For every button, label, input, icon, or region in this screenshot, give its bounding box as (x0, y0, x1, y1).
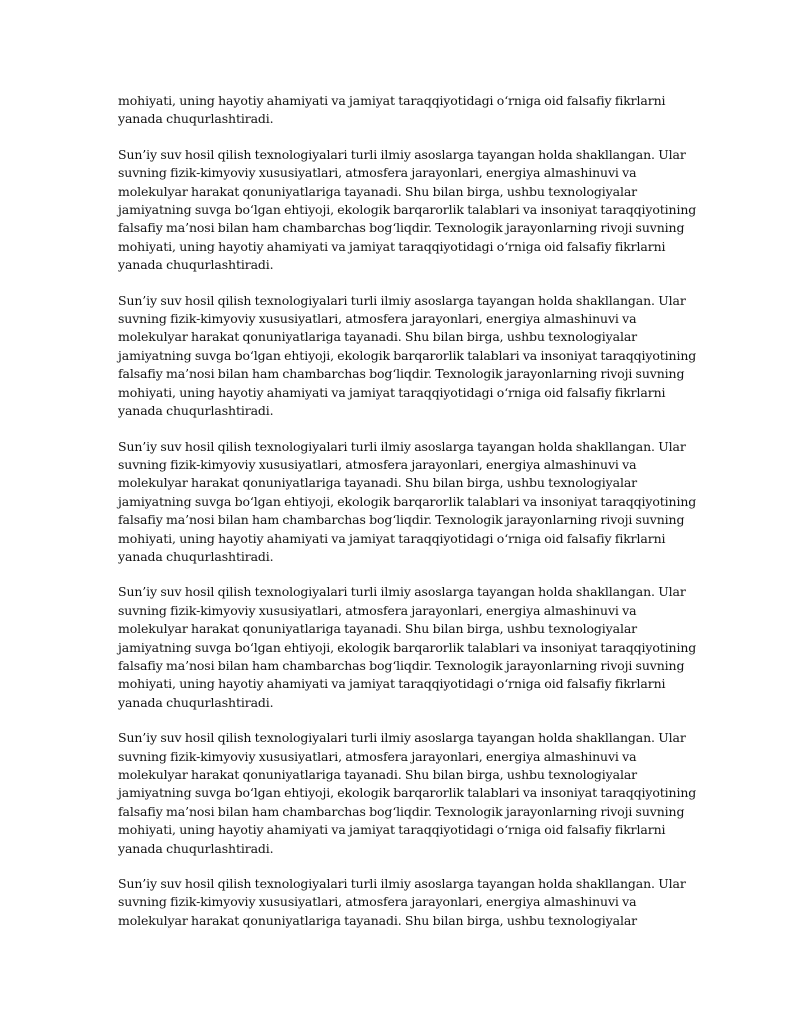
text-line: mohiyati, uning hayotiy ahamiyati va jamiyat taraqqiyotidagi o‘rniga oid falsafiy fikrlarni (118, 530, 666, 546)
paragraph (118, 875, 686, 930)
text-line: Sun’iy suv hosil qilish texnologiyalari turli ilmiy asoslarga tayangan holda shakllangan. Ular (118, 438, 686, 454)
text-line: falsafiy ma’nosi bilan ham chambarchas bog‘liqdir. Texnologik jarayonlarning rivoji suvning (118, 803, 685, 819)
text-line: yanada chuqurlashtiradi. (118, 840, 274, 856)
text-line: jamiyatning suvga bo‘lgan ehtiyoji, ekologik barqarorlik talablari va insoniyat taraqqiyotining (118, 347, 697, 363)
text-line: Sun’iy suv hosil qilish texnologiyalari turli ilmiy asoslarga tayangan holda shakllangan. Ular (118, 584, 686, 600)
text-line: molekulyar harakat qonuniyatlariga tayanadi. Shu bilan birga, ushbu texnologiyalar (118, 767, 638, 782)
text-line: falsafiy ma’nosi bilan ham chambarchas bog‘liqdir. Texnologik jarayonlarning rivoji suvning (118, 220, 685, 236)
text-line: suvning fizik-kimyoviy xususiyatlari, atmosfera jarayonlari, energiya almashinuvi va (118, 602, 637, 618)
text-line: jamiyatning suvga bo‘lgan ehtiyoji, ekologik barqarorlik talablari va insoniyat taraqqiyotining (118, 493, 697, 509)
paragraph (118, 292, 697, 421)
text-line: yanada chuqurlashtiradi. (118, 694, 274, 710)
text-line: Sun’iy suv hosil qilish texnologiyalari turli ilmiy asoslarga tayangan holda shakllangan. Ular (118, 876, 686, 892)
document-page (118, 92, 697, 947)
paragraph (118, 438, 697, 567)
text-line: jamiyatning suvga bo‘lgan ehtiyoji, ekologik barqarorlik talablari va insoniyat taraqqiyotining (118, 639, 697, 655)
text-line: suvning fizik-kimyoviy xususiyatlari, atmosfera jarayonlari, energiya almashinuvi va (118, 748, 637, 764)
text-line: mohiyati, uning hayotiy ahamiyati va jamiyat taraqqiyotidagi o‘rniga oid falsafiy fikrlarni (118, 93, 666, 108)
text-line: yanada chuqurlashtiradi. (118, 111, 274, 127)
text-line: molekulyar harakat qonuniyatlariga tayanadi. Shu bilan birga, ushbu texnologiyalar (118, 329, 638, 345)
text-line: falsafiy ma’nosi bilan ham chambarchas bog‘liqdir. Texnologik jarayonlarning rivoji suvning (118, 512, 685, 528)
text-line: yanada chuqurlashtiradi. (118, 548, 274, 564)
text-line: molekulyar harakat qonuniyatlariga tayanadi. Shu bilan birga, ushbu texnologiyalar (118, 621, 638, 637)
text-line: suvning fizik-kimyoviy xususiyatlari, atmosfera jarayonlari, energiya almashinuvi va (118, 311, 637, 327)
text-line: molekulyar harakat qonuniyatlariga tayanadi. Shu bilan birga, ushbu texnologiyalar (118, 475, 638, 491)
text-line: falsafiy ma’nosi bilan ham chambarchas bog‘liqdir. Texnologik jarayonlarning rivoji suvning (118, 657, 685, 673)
text-line: Sun’iy suv hosil qilish texnologiyalari turli ilmiy asoslarga tayangan holda shakllangan. Ular (118, 292, 686, 308)
text-line: mohiyati, uning hayotiy ahamiyati va jamiyat taraqqiyotidagi o‘rniga oid falsafiy fikrlarni (118, 384, 666, 400)
paragraph (118, 729, 697, 858)
text-line: jamiyatning suvga bo‘lgan ehtiyoji, ekologik barqarorlik talablari va insoniyat taraqqiyotining (118, 202, 697, 218)
text-line: Sun’iy suv hosil qilish texnologiyalari turli ilmiy asoslarga tayangan holda shakllangan. Ular (118, 730, 686, 746)
text-line: yanada chuqurlashtiradi. (118, 257, 274, 273)
text-line: mohiyati, uning hayotiy ahamiyati va jamiyat taraqqiyotidagi o‘rniga oid falsafiy fikrlarni (118, 676, 666, 692)
text-line: molekulyar harakat qonuniyatlariga tayanadi. Shu bilan birga, ushbu texnologiyalar (118, 912, 638, 928)
paragraph (118, 92, 678, 129)
text-line: falsafiy ma’nosi bilan ham chambarchas bog‘liqdir. Texnologik jarayonlarning rivoji suvning (118, 366, 685, 382)
text-line: Sun’iy suv hosil qilish texnologiyalari turli ilmiy asoslarga tayangan holda shakllangan. Ular (118, 146, 686, 162)
text-line: suvning fizik-kimyoviy xususiyatlari, atmosfera jarayonlari, energiya almashinuvi va (118, 165, 637, 181)
text-line: suvning fizik-kimyoviy xususiyatlari, atmosfera jarayonlari, energiya almashinuvi va (118, 456, 637, 472)
text-line: mohiyati, uning hayotiy ahamiyati va jamiyat taraqqiyotidagi o‘rniga oid falsafiy fikrlarni (118, 238, 666, 254)
paragraph (118, 146, 697, 275)
paragraph (118, 583, 697, 712)
text-line: yanada chuqurlashtiradi. (118, 403, 274, 419)
text-line: mohiyati, uning hayotiy ahamiyati va jamiyat taraqqiyotidagi o‘rniga oid falsafiy fikrlarni (118, 822, 666, 838)
text-line: suvning fizik-kimyoviy xususiyatlari, atmosfera jarayonlari, energiya almashinuvi va (118, 894, 637, 910)
text-line: molekulyar harakat qonuniyatlariga tayanadi. Shu bilan birga, ushbu texnologiyalar (118, 183, 638, 199)
text-line: jamiyatning suvga bo‘lgan ehtiyoji, ekologik barqarorlik talablari va insoniyat taraqqiyotining (118, 785, 697, 801)
